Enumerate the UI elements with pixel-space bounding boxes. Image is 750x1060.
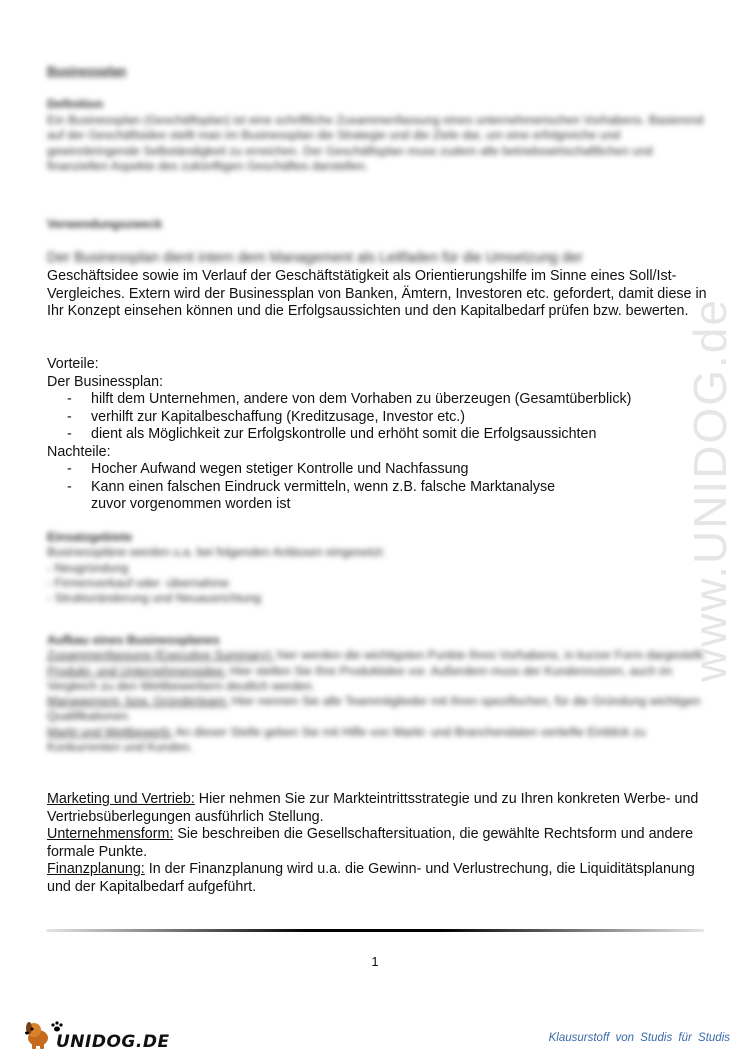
logo-text: UNIDOG.DE [56,1032,170,1052]
disadvantages-list [47,461,707,514]
disadvantages-label: Nachteile: [47,443,111,460]
footer-divider [46,929,704,932]
footer-tagline: Klausurstoff von Studis für Studis [548,1032,730,1044]
structure-item: Marketing und Vertrieb: Hier nehmen Sie zur Markteintrittsstrategie und zu Ihren konkreten Werbe- und Vertriebsüberlegungen ausführlich Stellung. [47,791,699,825]
document-title: Businessplan [47,64,127,78]
usage-text: Geschäftsidee sowie im Verlauf der Geschäftstätigkeit als Orientierungshilfe im Sinne eines Soll/Ist-Vergleiches. Extern wird der Businessplan von Banken, Ämtern, Investoren etc. gefordert, damit diese in Ihr Konzept einsehen können und die Erfolgsaussichten und den Kapitalbedarf prüfen bzw. bewerten. [47,268,707,319]
structure-item: Finanzplanung: In der Finanzplanung wird u.a. die Gewinn- und Verlustrechung, die Liquiditätsplanung und der Kapitalbedarf aufgeführt. [47,861,695,895]
list-item: - Firmenverkauf oder -übernahme [47,575,230,590]
definition-text: Ein Businessplan (Geschäftsplan) ist eine schriftliche Zusammenfassung eines unternehmerischen Vorhabens. Basierend auf der Geschäftsidee stellt man im Businessplan die Strategie und die Ziele dar, um eine erfolgreiche und gewinnbringende Selbständigkeit zu erreichen. Der Geschäftsplan muss zudem alle betriebswirtschaftlichen und finanziellen Aspekte des zukünftigen Geschäftes darstellen. [47,113,704,173]
advantages-section [47,356,707,514]
structure-section-clear [47,791,712,896]
advantages-label: Vorteile: [47,356,99,372]
structure-item: Produkt- und Unternehmensidee: Hier stellen Sie Ihre Produktidee vor. Außerdem muss der Kundennutzen, auch im Vergleich zu den Wettbewerbern deutlich werden. [47,663,673,693]
usage-blurred-line: Der Businessplan dient intern dem Management als Leitfaden für die Umsetzung der [47,250,583,266]
areas-intro: Businesspläne werden u.a. bei folgenden Anlässen eingesetzt: [47,545,386,560]
usage-heading: Verwendungszweck [47,217,163,231]
structure-item: Unternehmensform: Sie beschreiben die Gesellschaftersituation, die gewählte Rechtsform und andere formale Punkte. [47,826,694,860]
list-item: - Neugründung [47,560,129,575]
definition-heading: Definition [47,97,104,111]
areas-heading: Einsatzgebiete [47,530,133,544]
structure-item: Management- bzw. Gründerteam: Hier nennen Sie alle Teammitglieder mit ihren spezifischen, für die Gründung wichtigen Qualifikationen. [47,694,701,724]
advantages-list [47,391,707,444]
list-item: - Strukturänderung und Neuausrichtung [47,591,262,606]
list-item: - hilft dem Unternehmen, andere von dem Vorhaben zu überzeugen (Gesamtüberblick) [67,391,707,409]
list-item: - Hocher Aufwand wegen stetiger Kontrolle und Nachfassung [67,461,707,479]
structure-item: Zusammenfassung (Executive Summary): hier werden die wichtigsten Punkte Ihres Vorhabens, in kurzer Form dargestellt. [47,648,707,663]
structure-heading: Aufbau eines Businessplanes [47,633,220,647]
advantages-intro: Der Businessplan: [47,373,164,390]
structure-item: Markt und Wettbewerb: An dieser Stelle geben Sie mit Hilfe von Markt- und Branchendaten vertiefte Einblick zu Konkurrenten und Kunden. [47,724,646,755]
list-item: - Kann einen falschen Eindruck vermitteln, wenn z.B. falsche Marktanalyse zuvor vorgenommen worden ist [67,479,707,514]
structure-section-blurred [47,633,707,755]
areas-section [47,530,707,606]
watermark: www.UNIDOG.de [684,298,737,682]
list-item: - verhilft zur Kapitalbeschaffung (Kreditzusage, Investor etc.) [67,409,707,427]
unidog-logo [22,1016,172,1052]
list-item: - dient als Möglichkeit zur Erfolgskontrolle und erhöht somit die Erfolgsaussichten [67,426,707,444]
page-number: 1 [371,954,379,969]
